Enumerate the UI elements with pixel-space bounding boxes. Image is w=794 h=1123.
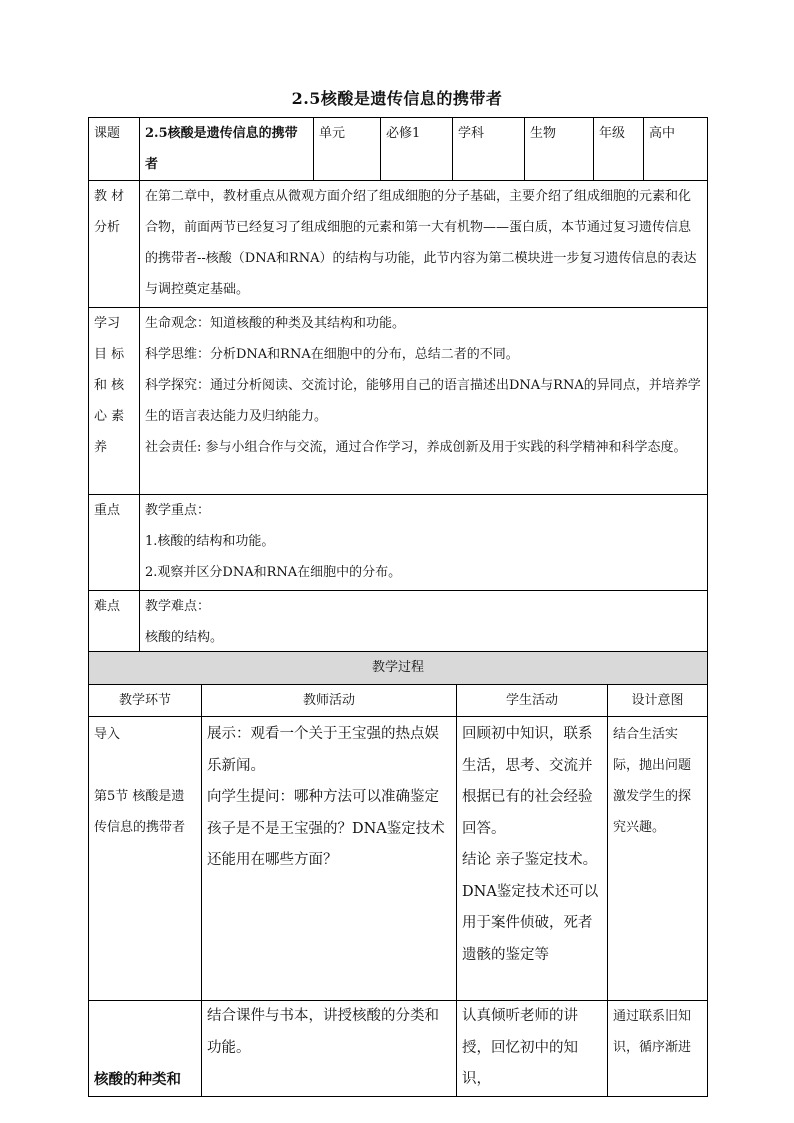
process-title: 教学过程 — [89, 652, 708, 685]
difficulty-item: 核酸的结构。 — [145, 630, 224, 645]
teacher-activity-row2: 结合课件与书本，讲授核酸的分类和功能。 — [202, 1001, 457, 1097]
difficulties-heading: 教学难点： — [145, 599, 211, 614]
teacher-activity-1: 展示：观看一个关于王宝强的热点娱乐新闻。 — [207, 726, 439, 774]
header-stage: 教学环节 — [89, 685, 202, 717]
grade-label: 年级 — [594, 118, 644, 181]
header-intent: 设计意图 — [608, 685, 708, 717]
teacher-activity — [202, 717, 457, 1001]
student-activity-row2: 认真倾听老师的讲授，回忆初中的知识， — [457, 1001, 608, 1097]
stage-subtitle: 第5节 核酸是遗传信息的携带者 — [94, 789, 186, 835]
course-label: 课题 — [89, 118, 140, 181]
objectives-content — [140, 308, 708, 495]
grade-value: 高中 — [644, 118, 708, 181]
student-activity — [457, 717, 608, 1001]
design-intent-row2: 通过联系旧知识，循序渐进 — [608, 1001, 708, 1097]
textbook-analysis-label: 教 材 分析 — [89, 181, 140, 308]
objective-item: 生命观念：知道核酸的种类及其结构和功能。 — [145, 316, 406, 331]
unit-value: 必修1 — [381, 118, 453, 181]
page-title: 2.5核酸是遗传信息的携带者 — [291, 89, 503, 108]
course-value: 2.5核酸是遗传信息的携带者 — [140, 118, 314, 181]
header-student: 学生活动 — [457, 685, 608, 717]
unit-label: 单元 — [314, 118, 381, 181]
student-activity-1: 回顾初中知识，联系生活，思考、交流并根据已有的社会经验回答。 — [462, 726, 593, 837]
teaching-process-table — [88, 651, 708, 1097]
header-teacher: 教师活动 — [202, 685, 457, 717]
lesson-info-table — [88, 117, 708, 654]
objective-item: 科学探究：通过分析阅读、交流讨论，能够用自己的语言描述出DNA与RNA的异同点，并培养学生的语言表达能力及归纳能力。 — [145, 378, 701, 424]
textbook-analysis-text: 在第二章中，教材重点从微观方面介绍了组成细胞的分子基础，主要介绍了组成细胞的元素和化合物，前面两节已经复习了组成细胞的元素和第一大有机物——蛋白质，本节通过复习遗传信息的携带者--核酸（DNA和RNA）的结构与功能，此节内容为第二模块进一步复习遗传信息的表达与调控奠定基础。 — [140, 181, 708, 308]
key-points-label: 重点 — [89, 495, 140, 591]
stage-nucleic-acid: 核酸的种类和 — [89, 1001, 202, 1097]
teacher-activity-2: 向学生提问：哪种方法可以准确鉴定孩子是不是王宝强的？DNA鉴定技术还能用在哪些方面？ — [207, 789, 445, 868]
stage-title: 导入 — [94, 727, 121, 742]
key-point-item: 1.核酸的结构和功能。 — [145, 534, 275, 549]
stage-intro — [89, 717, 202, 1001]
subject-label: 学科 — [453, 118, 525, 181]
difficulties-label: 难点 — [89, 591, 140, 654]
difficulties-content — [140, 591, 708, 654]
key-point-item: 2.观察并区分DNA和RNA在细胞中的分布。 — [145, 565, 402, 580]
subject-value: 生物 — [525, 118, 594, 181]
objective-item: 科学思维：分析DNA和RNA在细胞中的分布，总结二者的不同。 — [145, 347, 519, 362]
objectives-label: 学习 目 标 和 核 心 素 养 — [89, 308, 140, 495]
objective-item: 社会责任: 参与小组合作与交流，通过合作学习，养成创新及用于实践的科学精神和科学态度。 — [145, 440, 687, 455]
key-points-heading: 教学重点： — [145, 503, 211, 518]
student-activity-2: 结论 亲子鉴定技术。DNA鉴定技术还可以用于案件侦破，死者遗骸的鉴定等 — [462, 852, 599, 963]
design-intent — [608, 717, 708, 1001]
design-intent-text: 结合生活实际，抛出问题激发学生的探究兴趣。 — [613, 727, 692, 835]
key-points-content — [140, 495, 708, 591]
